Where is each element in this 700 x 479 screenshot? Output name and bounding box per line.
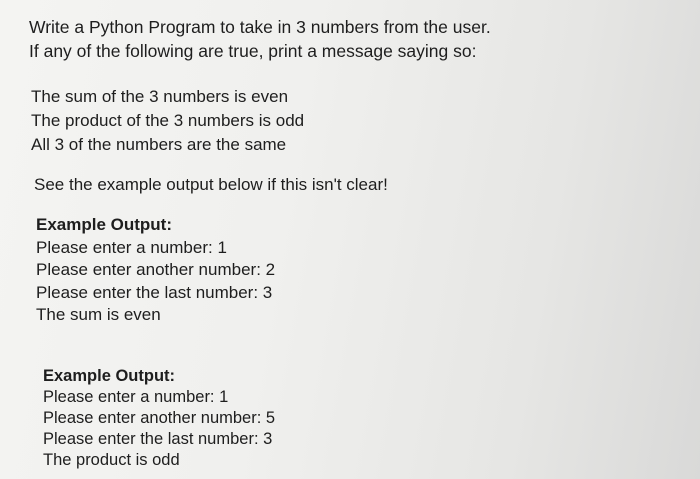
example-line: Please enter the last number: 3 — [43, 430, 273, 448]
example-result-line: The product is odd — [43, 451, 180, 469]
example-line: Please enter another number: 5 — [43, 409, 276, 427]
example-heading: Example Output: — [36, 215, 173, 234]
example-line: Please enter the last number: 3 — [36, 282, 273, 302]
instruction-line-2: If any of the following are true, print a message saying so: — [29, 41, 477, 61]
note-text-block — [34, 174, 388, 196]
instructions-paragraph — [29, 15, 491, 63]
example-heading: Example Output: — [43, 367, 176, 385]
instruction-line-1: Write a Python Program to take in 3 numbers from the user. — [29, 17, 491, 37]
example-line: Please enter a number: 1 — [36, 237, 227, 257]
condition-item: The sum of the 3 numbers is even — [31, 87, 289, 106]
conditions-list — [31, 85, 304, 157]
example-line: Please enter a number: 1 — [43, 388, 229, 406]
condition-item: The product of the 3 numbers is odd — [31, 111, 305, 130]
example-line: Please enter another number: 2 — [36, 260, 276, 279]
note-text: See the example output below if this isn't clear! — [34, 175, 388, 194]
example-result-line: The sum is even — [36, 305, 161, 324]
condition-item: All 3 of the numbers are the same — [31, 135, 287, 154]
example-output-1 — [36, 214, 275, 327]
example-output-2 — [43, 366, 275, 471]
